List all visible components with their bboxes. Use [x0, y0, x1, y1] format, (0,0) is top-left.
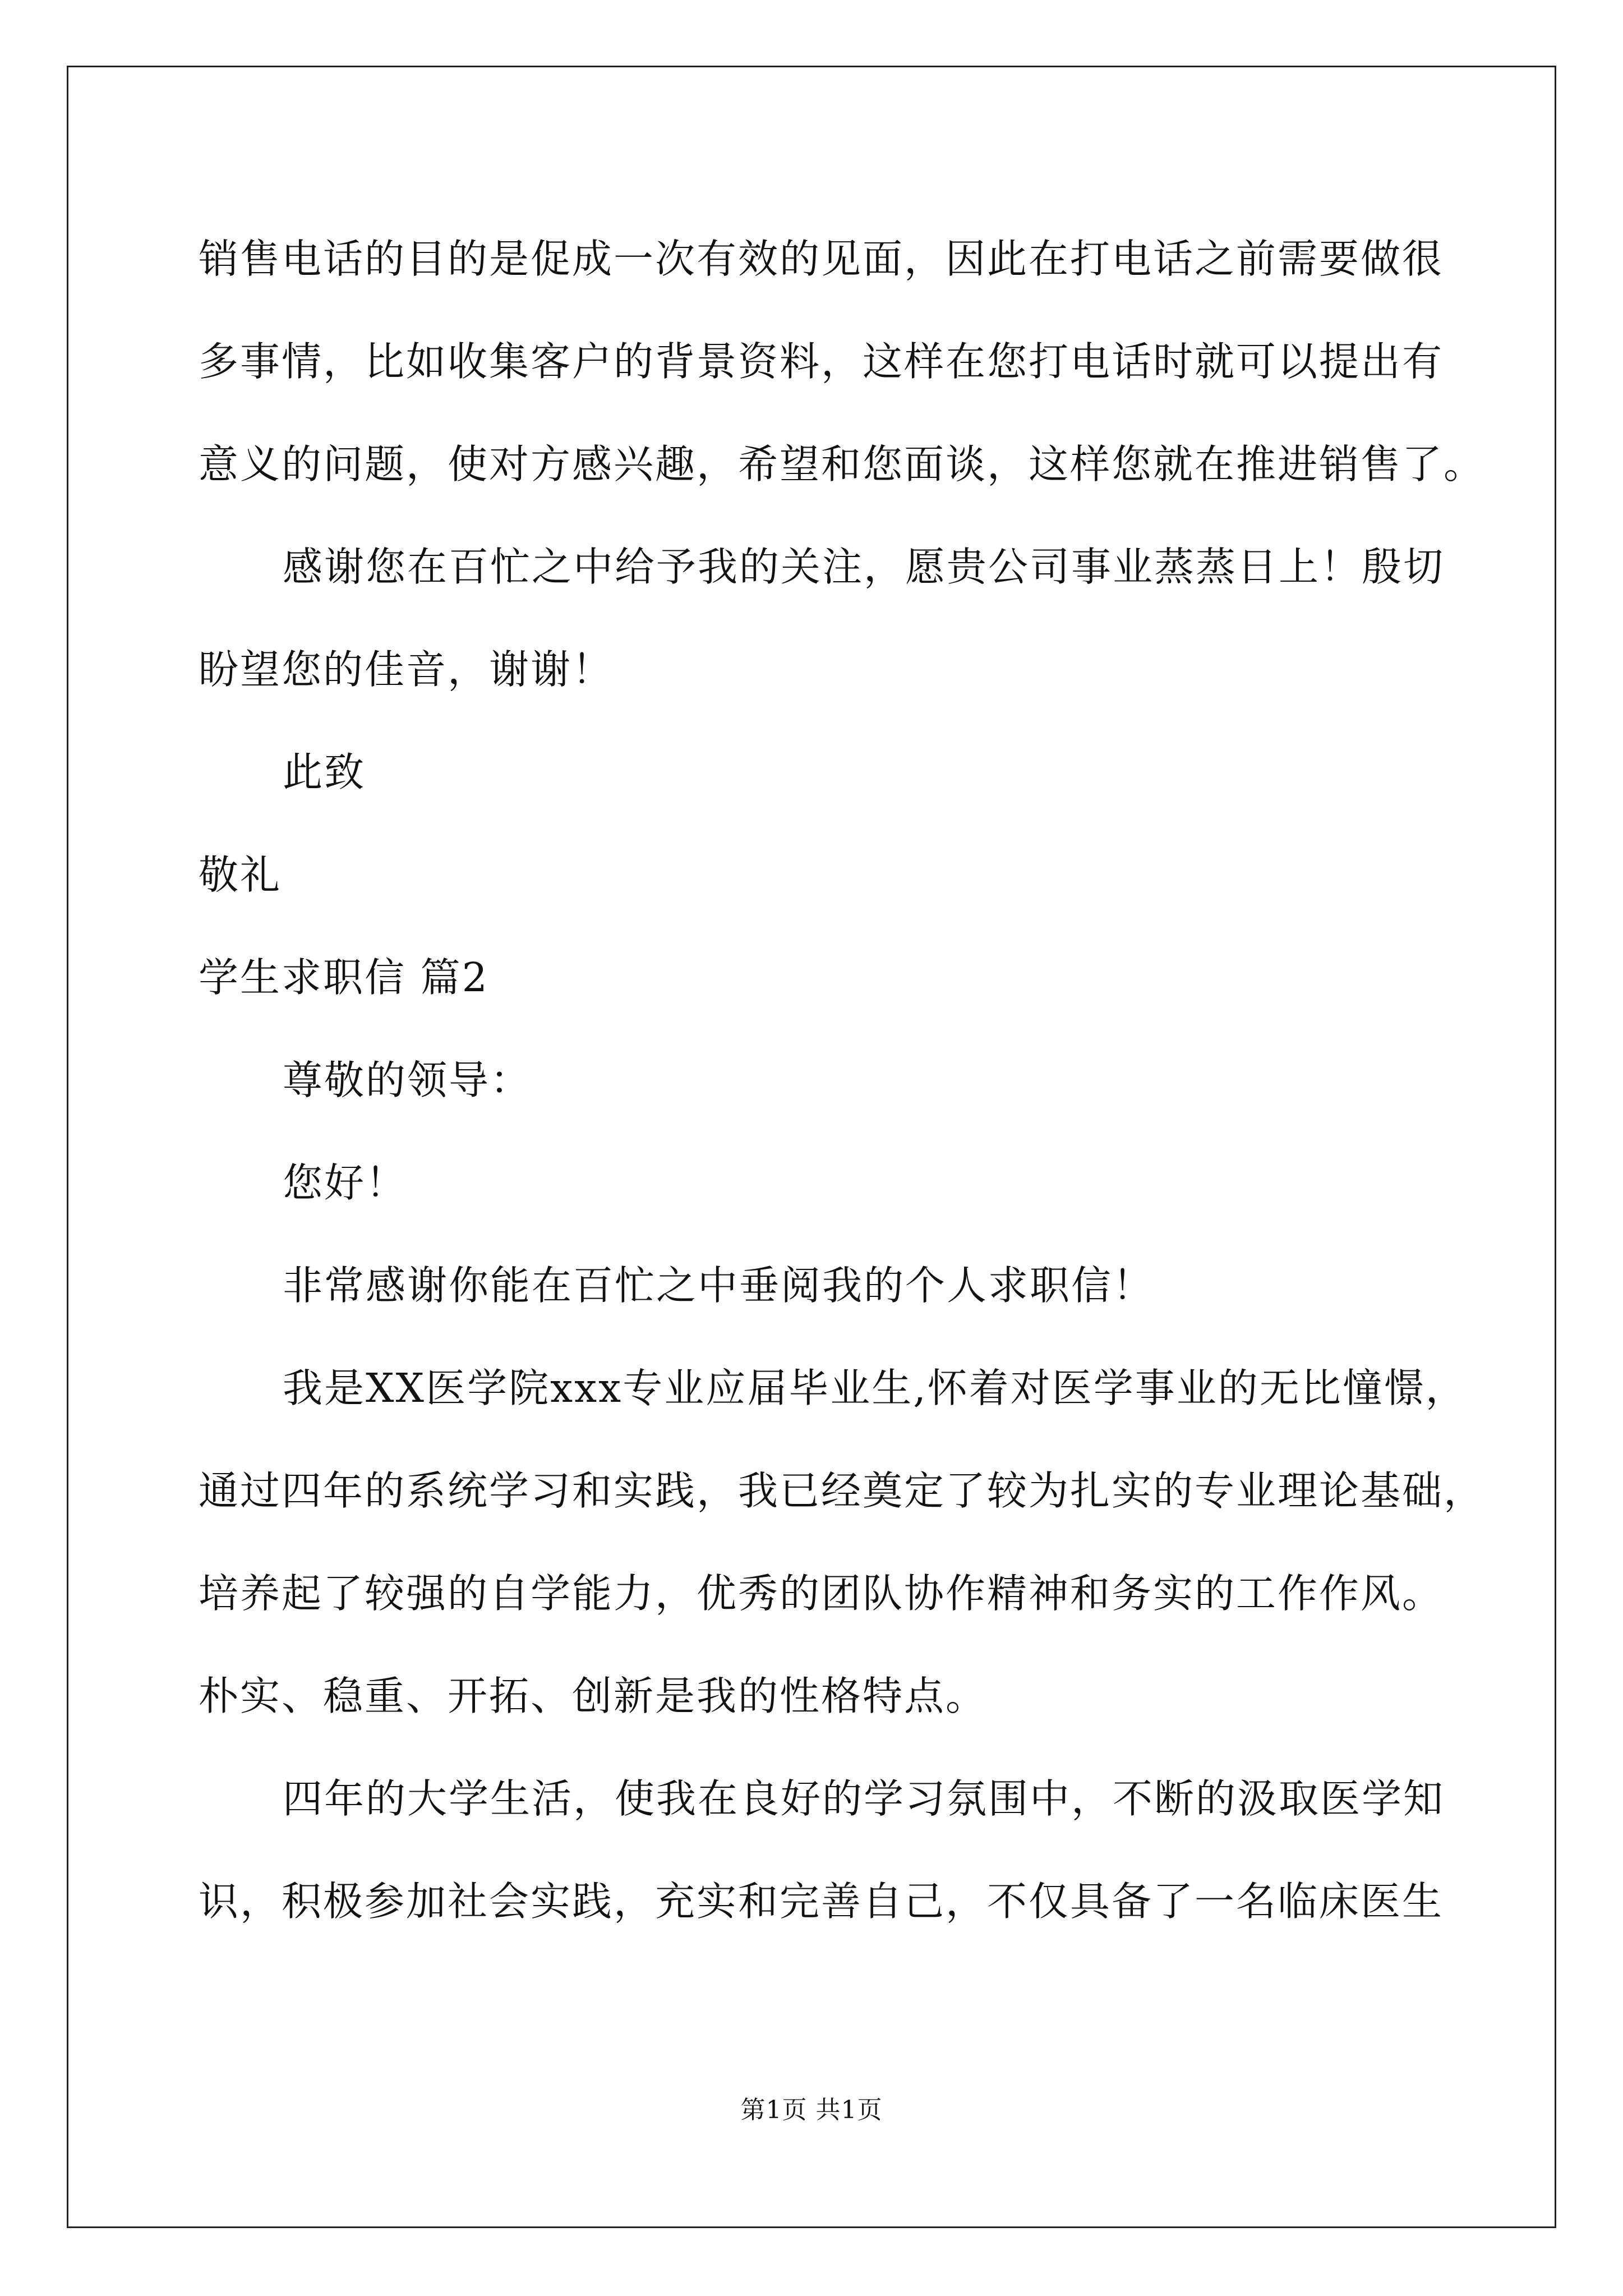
text-line: 此致	[283, 749, 366, 795]
text-line: 我是XX医学院xxx专业应届毕业生,怀着对医学事业的无比憧憬，	[283, 1365, 1467, 1411]
text-line: 您好！	[283, 1159, 408, 1206]
text-line: 尊敬的领导：	[283, 1057, 532, 1103]
text-line: 学生求职信 篇2	[199, 954, 489, 1001]
page-footer: 第1页 共1页	[740, 2096, 883, 2124]
text-line: 朴实、稳重、开拓、创新是我的性格特点。	[199, 1673, 988, 1719]
document-body	[199, 208, 1486, 1953]
text-line: 识，积极参加社会实践，充实和完善自己，不仅具备了一名临床医生	[199, 1878, 1444, 1925]
text-line: 多事情，比如收集客户的背景资料，这样在您打电话时就可以提出有	[199, 338, 1444, 385]
text-line: 意义的问题，使对方感兴趣，希望和您面谈，这样您就在推进销售了。	[199, 441, 1486, 487]
text-line: 非常感谢你能在百忙之中垂阅我的个人求职信！	[283, 1262, 1155, 1309]
text-line: 培养起了较强的自学能力，优秀的团队协作精神和务实的工作作风。	[199, 1570, 1444, 1617]
text-line: 盼望您的佳音，谢谢！	[199, 646, 614, 693]
text-line: 销售电话的目的是促成一次有效的见面，因此在打电话之前需要做很	[199, 236, 1444, 282]
text-line: 四年的大学生活，使我在良好的学习氛围中，不断的汲取医学知	[283, 1775, 1445, 1822]
text-line: 感谢您在百忙之中给予我的关注，愿贵公司事业蒸蒸日上！殷切	[283, 544, 1445, 590]
text-line: 敬礼	[199, 852, 282, 898]
text-line: 通过四年的系统学习和实践，我已经奠定了较为扎实的专业理论基础，	[199, 1467, 1486, 1514]
